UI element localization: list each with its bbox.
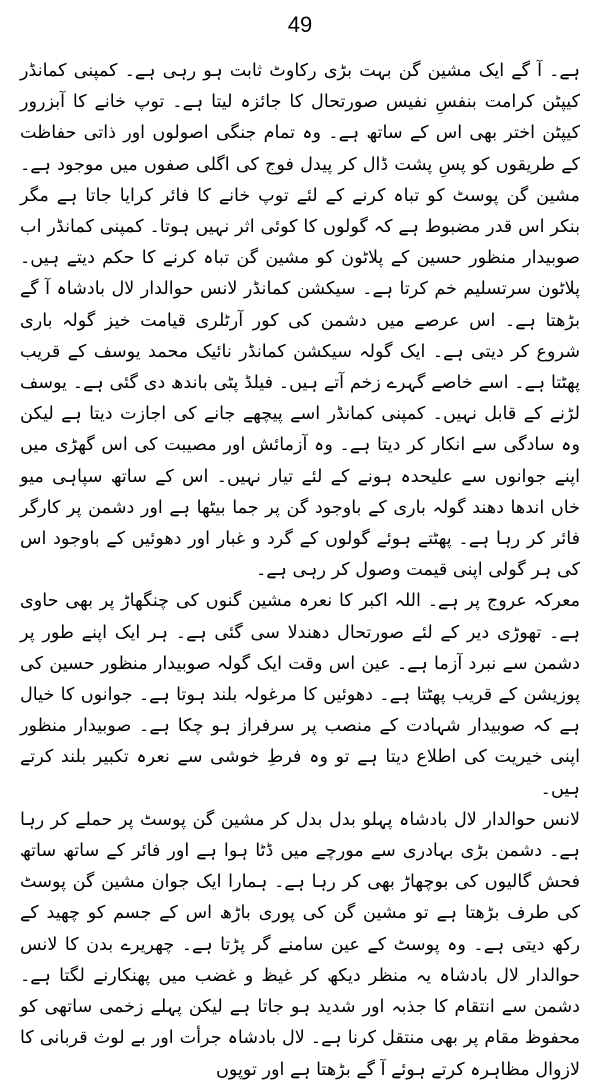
page-body (20, 56, 580, 1086)
page-number: 49 (287, 12, 313, 37)
paragraph-2: معرکہ عروج پر ہے۔ اللہ اکبر کا نعرہ مشین گنوں کی چنگھاڑ پر بھی حاوی ہے۔ تھوڑی دیر کے لئے صورتحال دھندلا سی گئی ہے۔ ہر ایک اپنے طور پر دشمن سے نبرد آزما ہے۔ عین اس وقت ایک گولہ صوبیدار منظور حسین کی پوزیشن کے قریب پھٹتا ہے۔ دھوئیں کا مرغولہ بلند ہوتا ہے۔ جوانوں کا خیال ہے کہ صوبیدار شہادت کے منصب پر سرفراز ہو چکا ہے۔ صوبیدار منظور اپنی خیریت کی اطلاع دیتا ہے تو وہ فرطِ خوشی سے نعرہ تکبیر بلند کرتے ہیں۔ (20, 591, 580, 799)
paragraph-3: لانس حوالدار لال بادشاہ پہلو بدل بدل کر مشین گن پوسٹ پر حملے کر رہا ہے۔ دشمن بڑی بہادری سے مورچے میں ڈٹا ہوا ہے اور فائر کے ساتھ ساتھ فحش گالیوں کی بوچھاڑ بھی کر رہا ہے۔ ہمارا ایک جوان مشین گن پوسٹ کی طرف بڑھتا ہے تو مشین گن کی پوری باڑھ اس کے جسم کو چھید کے رکھ دیتی ہے۔ وہ پوسٹ کے عین سامنے گر پڑتا ہے۔ چھریرے بدن کا لانس حوالدار لال بادشاہ یہ منظر دیکھ کر غیظ و غضب میں پھنکارنے لگتا ہے۔ دشمن سے انتقام کا جذبہ اور شدید ہو جاتا ہے لیکن پہلے زخمی ساتھی کو محفوظ مقام پر بھی منتقل کرنا ہے۔ لال بادشاہ جرأت اور بے لوث قربانی کا لازوال مظاہرہ کرتے ہوئے آ گے بڑھتا ہے اور توپوں (20, 809, 580, 1080)
paragraph-1: ہے۔ آ گے ایک مشین گن بہت بڑی رکاوٹ ثابت ہو رہی ہے۔ کمپنی کمانڈر کیپٹن کرامت بنفسِ نفیس صورتحال کا جائزہ لیتا ہے۔ توپ خانے کا آبزرور کیپٹن اختر بھی اس کے ساتھ ہے۔ وہ تمام جنگی اصولوں اور ذاتی حفاظت کے طریقوں کو پسِ پشت ڈال کر پیدل فوج کی اگلی صفوں میں موجود ہے۔ مشین گن پوسٹ کو تباہ کرنے کے لئے توپ خانے کا فائر کرایا جاتا ہے مگر بنکر اس قدر مضبوط ہے کہ گولوں کا کوئی اثر نہیں ہوتا۔ کمپنی کمانڈر اب صوبیدار منظور حسین کے پلاٹون کو مشین گن تباہ کرنے کا حکم دیتے ہیں۔ پلاٹون سرتسلیم خم کرتا ہے۔ سیکشن کمانڈر لانس حوالدار لال بادشاہ آ گے بڑھتا ہے۔ اس عرصے میں دشمن کی کور آرٹلری قیامت خیز گولہ باری شروع کر دیتی ہے۔ ایک گولہ سیکشن کمانڈر نائیک محمد یوسف کے قریب پھٹتا ہے۔ اسے خاصے گہرے زخم آتے ہیں۔ فیلڈ پٹی باندھ دی گئی ہے۔ یوسف لڑنے کے قابل نہیں۔ کمپنی کمانڈر اسے پیچھے جانے کی اجازت دیتا ہے لیکن وہ سادگی سے انکار کر دیتا ہے۔ وہ آزمائش اور مصیبت کی اس گھڑی میں اپنے جوانوں سے علیحدہ ہونے کے لئے تیار نہیں۔ اس کے ساتھ سپاہی میو خاں اندھا دھند گولہ باری کے باوجود گن پر جما بیٹھا ہے اور دشمن پر کارگر فائر کر رہا ہے۔ پھٹتے ہوئے گولوں کے گرد و غبار اور دھوئیں کے باوجود اس کی ہر گولی اپنی قیمت وصول کر رہی ہے۔ (20, 61, 580, 581)
